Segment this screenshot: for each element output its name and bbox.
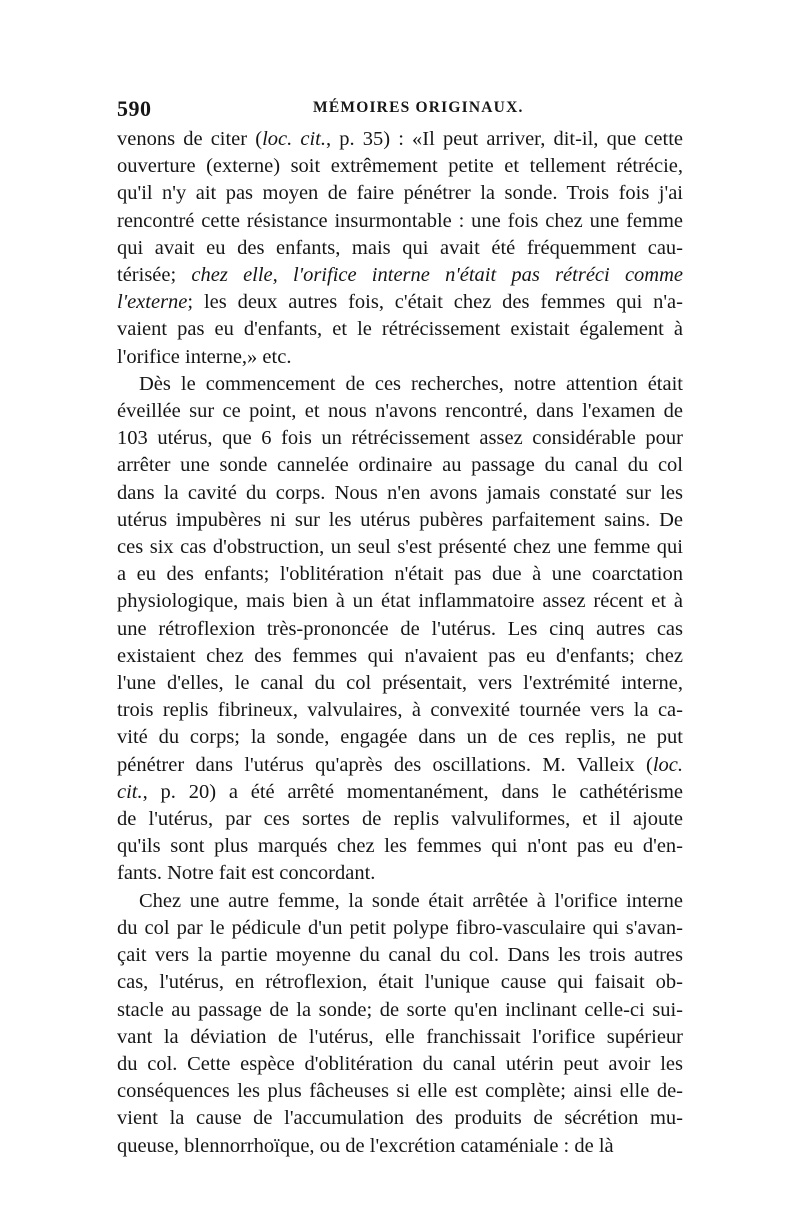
text-line [117,262,683,289]
text-line [117,969,683,996]
text-line [117,942,683,969]
text-segment: ; les deux autres fois, c'était chez des femmes qui n'a- [187,291,683,314]
italic-text: chez elle, l'orifice interne n'était pas rétréci comme [191,264,683,287]
page-header [117,96,683,126]
text-segment: Dès le commencement de ces recherches, notre attention était [139,372,683,395]
text-line [117,398,683,425]
text-segment: pénétrer dans l'utérus qu'après des oscillations. M. Valleix ( [117,753,653,776]
text-line [117,833,683,860]
text-line [117,425,683,452]
text-line [117,180,683,207]
text-line [117,534,683,561]
text-segment: çait vers la partie moyenne du canal du col. Dans les trois autres [117,944,683,967]
text-line [117,480,683,507]
text-segment: venons de citer ( [117,128,263,150]
text-line [117,643,683,670]
text-line [117,1133,683,1160]
italic-text: cit. [117,780,143,803]
text-segment: du col par le pédicule d'un petit polype fibro-vasculaire qui s'avan- [117,916,683,939]
italic-text: loc. [652,753,683,776]
italic-text: loc. cit. [262,128,326,150]
text-line [117,588,683,615]
text-line [117,1051,683,1078]
text-line [117,1078,683,1105]
text-line [117,724,683,751]
text-segment: vient la cause de l'accumulation des produits de sécrétion mu- [117,1107,683,1130]
text-segment: qu'ils sont plus marqués chez les femmes qui n'ont pas eu d'en- [117,835,683,858]
text-segment: , p. 20) a été arrêté momentanément, dans le cathétérisme [142,780,683,803]
text-segment: l'orifice interne,» etc. [117,345,292,368]
text-line [117,616,683,643]
text-line [117,997,683,1024]
text-line [117,860,683,887]
text-line [117,452,683,479]
text-segment: éveillée sur ce point, et nous n'avons rencontré, dans l'examen de [117,400,683,423]
text-segment: , p. 35) : «Il peut arriver, dit-il, que cette [326,128,683,150]
text-line [117,289,683,316]
text-segment: ces six cas d'obstruction, un seul s'est présenté chez une femme qui [117,536,683,559]
text-segment: 103 utérus, que 6 fois un rétrécissement assez considérable pour [117,427,683,450]
body-text [117,126,683,1160]
text-line [117,235,683,262]
text-segment: queuse, blennorrhoïque, ou de l'excrétion cataméniale : de là [117,1134,614,1157]
text-segment: vant la déviation de l'utérus, elle franchissait l'orifice supérieur [117,1025,683,1048]
text-segment: trois replis fibrineux, valvulaires, à convexité tournée vers la ca- [117,699,683,722]
text-segment: Chez une autre femme, la sonde était arrêtée à l'orifice interne [139,889,683,912]
italic-text: l'externe [117,291,188,314]
text-segment: physiologique, mais bien à un état inflammatoire assez récent et à [117,590,683,613]
text-line [117,126,683,153]
text-segment: conséquences les plus fâcheuses si elle est complète; ainsi elle de- [117,1080,683,1103]
text-segment: fants. Notre fait est concordant. [117,862,376,885]
text-line [117,153,683,180]
text-line [117,915,683,942]
text-line [117,208,683,235]
text-line [117,697,683,724]
text-segment: térisée; [117,264,192,287]
text-segment: l'une d'elles, le canal du col présentait, vers l'extrémité interne, [117,672,683,695]
text-segment: dans la cavité du corps. Nous n'en avons jamais constaté sur les [117,481,683,504]
text-segment: une rétroflexion très-prononcée de l'utérus. Les cinq autres cas [117,617,683,640]
paragraph [117,888,683,1160]
text-line [117,779,683,806]
text-line [117,806,683,833]
text-line [117,561,683,588]
text-line [117,888,683,915]
paragraph [117,126,683,371]
text-line [117,752,683,779]
text-segment: stacle au passage de la sonde; de sorte qu'en inclinant celle-ci sui- [117,998,683,1021]
text-segment: vaient pas eu d'enfants, et le rétrécissement existait également à [117,318,683,341]
text-segment: du col. Cette espèce d'oblitération du canal utérin peut avoir les [117,1052,683,1075]
paragraph [117,371,683,888]
text-line [117,1024,683,1051]
text-segment: qui avait eu des enfants, mais qui avait été fréquemment cau- [117,236,683,259]
text-line [117,1105,683,1132]
page-number: 590 [117,96,152,121]
text-segment: rencontré cette résistance insurmontable : une fois chez une femme [117,209,683,232]
text-line [117,316,683,343]
text-segment: de l'utérus, par ces sortes de replis valvuliformes, et il ajoute [117,808,683,831]
text-segment: arrêter une sonde cannelée ordinaire au passage du canal du col [117,454,683,477]
running-title: MÉMOIRES ORIGINAUX. [313,99,524,116]
text-segment: qu'il n'y ait pas moyen de faire pénétrer la sonde. Trois fois j'ai [117,182,683,205]
text-segment: existaient chez des femmes qui n'avaient pas eu d'enfants; chez [117,644,683,667]
text-segment: ouverture (externe) soit extrêmement petite et tellement rétrécie, [117,155,683,178]
text-segment: utérus impubères ni sur les utérus pubères parfaitement sains. De [117,508,683,531]
text-line [117,670,683,697]
text-segment: vité du corps; la sonde, engagée dans un de ces replis, ne put [117,726,683,749]
text-line [117,344,683,371]
text-segment: a eu des enfants; l'oblitération n'était pas due à une coarctation [117,563,683,586]
text-line [117,507,683,534]
text-segment: cas, l'utérus, en rétroflexion, était l'unique cause qui faisait ob- [117,971,683,994]
text-line [117,371,683,398]
